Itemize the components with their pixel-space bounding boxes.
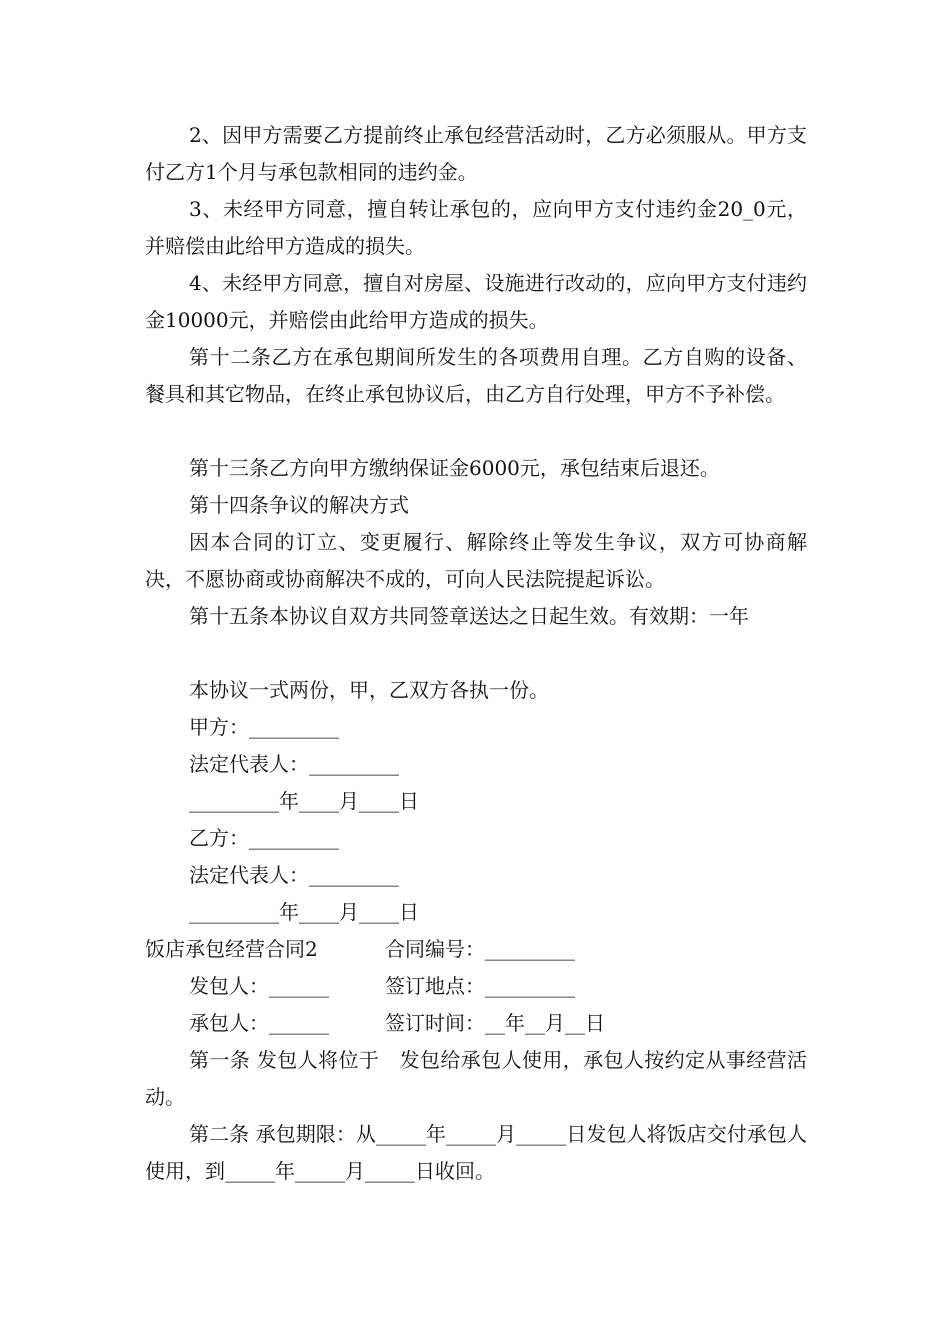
article-15: 第十五条本协议自双方共同签章送达之日起生效。有效期：一年 <box>189 604 749 628</box>
article-14: 第十四条争议的解决方式 <box>189 493 409 517</box>
contract-number-field: 合同编号：_________ <box>385 937 575 961</box>
employer-field: 发包人：______ <box>189 974 329 998</box>
contract-2-title: 饭店承包经营合同2 <box>145 937 318 961</box>
clause-3: 3、未经甲方同意，擅自转让承包的，应向甲方支付违约金20_0元，并赔偿由此给甲方造成的损失。 <box>145 197 807 258</box>
date-a-field: _________年____月____日 <box>189 789 419 813</box>
sign-place-field: 签订地点：_________ <box>385 974 575 998</box>
party-a-field: 甲方：_________ <box>189 715 339 739</box>
date-b-field: _________年____月____日 <box>189 900 419 924</box>
sign-time-field: 签订时间：__年__月__日 <box>385 1011 605 1035</box>
dispute-resolution: 因本合同的订立、变更履行、解除终止等发生争议，双方可协商解决，不愿协商或协商解决不成的，可向人民法院提起诉讼。 <box>145 530 807 591</box>
article-12: 第十二条乙方在承包期间所发生的各项费用自理。乙方自购的设备、餐具和其它物品，在终止承包协议后，由乙方自行处理，甲方不予补偿。 <box>145 345 807 406</box>
article-13: 第十三条乙方向甲方缴纳保证金6000元，承包结束后退还。 <box>189 456 720 480</box>
copies-note: 本协议一式两份，甲，乙双方各执一份。 <box>189 678 549 702</box>
party-b-field: 乙方：_________ <box>189 826 339 850</box>
clause-4: 4、未经甲方同意，擅自对房屋、设施进行改动的，应向甲方支付违约金10000元，并赔偿由此给甲方造成的损失。 <box>145 271 807 332</box>
contract-2-article-2: 第二条 承包期限：从_____年_____月_____日发包人将饭店交付承包人使用，到_____年_____月_____日收回。 <box>145 1122 807 1183</box>
contract-2-article-1: 第一条 发包人将位于 发包给承包人使用，承包人按约定从事经营活动。 <box>145 1048 807 1109</box>
clause-2: 2、因甲方需要乙方提前终止承包经营活动时，乙方必须服从。甲方支付乙方1个月与承包款相同的违约金。 <box>145 123 807 184</box>
rep-a-field: 法定代表人：_________ <box>189 752 399 776</box>
contractor-field: 承包人：______ <box>189 1011 329 1035</box>
rep-b-field: 法定代表人：_________ <box>189 863 399 887</box>
